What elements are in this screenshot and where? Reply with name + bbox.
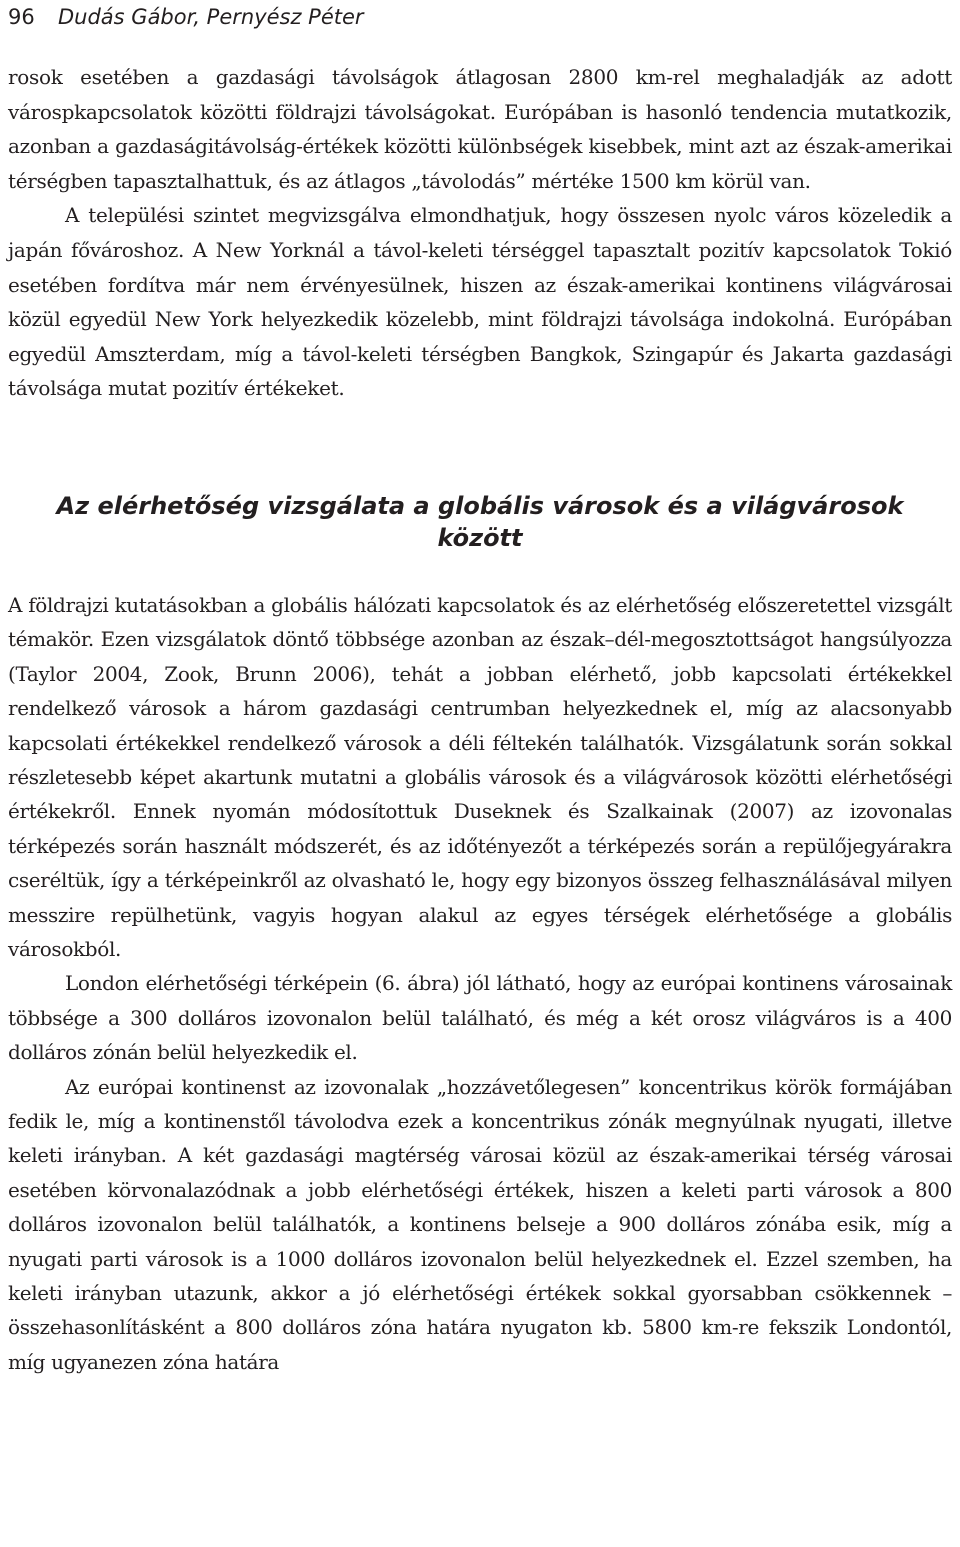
section-heading-line-1: Az elérhetőség vizsgálata a globális városok és a világvárosok [56,491,904,520]
paragraph-isolines: Az európai kontinenst az izovonalak „hozzávetőlegesen” koncentrikus körök formájában fedik le, míg a kontinenstől távolodva ezek a koncentrikus zónák megnyúlnak nyugati, illetve keleti irányban. A két gazdasági magtérség városai közül az észak-amerikai térség városai esetében körvonalazódnak a jobb elérhetőségi értékek, hiszen a keleti parti városok a 800 dolláros izovonalon belül találhatók, a kontinens belseje a 900 dolláros zónába esik, míg a nyugati parti városok is a 1000 dolláros izovonalon belül helyezkednek el. Ezzel szemben, ha keleti irányban utazunk, akkor a jó elérhetőségi értékek sokkal gyorsabban csökkennek – összehasonlításként a 800 dolláros zóna határa nyugaton kb. 5800 km-re fekszik Londontól, míg ugyanezen zóna határa [8,1074,952,1374]
running-header-authors: Dudás Gábor, Pernyész Péter [58,5,364,29]
page [8,0,952,1379]
paragraph-accessibility-intro: A földrajzi kutatásokban a globális hálózati kapcsolatok és az elérhetőség előszeretettel vizsgált témakör. Ezen vizsgálatok döntő többsége azonban az észak–dél-megosztottságot hangsúlyozza (Taylor 2004, Zook, Brunn 2006), tehát a jobban elérhető, jobb kapcsolati értékekkel rendelkező városok a három gazdasági centrumban helyezkednek el, míg az alacsonyabb kapcsolati értékekkel rendelkező városok a déli féltekén találhatók. Vizsgálatunk során sokkal részletesebb képet akartunk mutatni a globális városok és a világvárosok közötti elérhetőségi értékekről. Ennek nyomán módosítottuk Duseknek és Szalkainak (2007) az izovonalas térképezés során használt módszerét, és az időtényezőt a térképezés során a repülőjegyárakra cseréltük, így a térképeinkről az olvasható le, hogy egy bizonyos összeg felhasználásával milyen messzire repülhetünk, vagyis hogyan alakul az egyes térségek elérhetősége a globális városokból. [8,592,952,961]
paragraph-london-maps: London elérhetőségi térképein (6. ábra) jól látható, hogy az európai kontinens városainak többsége a 300 dolláros izovonalon belül található, és még a két orosz világváros is a 400 dolláros zónán belül helyezkedik el. [8,971,952,1065]
paragraph-continuation: rosok esetében a gazdasági távolságok átlagosan 2800 km-rel meghaladják az adott várospkapcsolatok közötti földrajzi távolságokat. Európában is hasonló tendencia mutatkozik, azonban a gazdaságitávolság-értékek közötti különbségek kisebbek, mint azt az észak-amerikai térségben tapasztalhattuk, és az átlagos „távolodás” mértéke 1500 km körül van. [8,65,952,193]
paragraph-city-level: A települési szintet megvizsgálva elmondhatjuk, hogy összesen nyolc város közeledik a japán fővároshoz. A New Yorknál a távol-keleti térséggel tapasztalt pozitív kapcsolatok Tokió esetében fordítva már nem érvényesülnek, hiszen az észak-amerikai kontinens világvárosai közül egyedül New York helyezkedik közelebb, mint földrajzi távolsága indokolná. Európában egyedül Amszterdam, míg a távol-keleti térségben Bangkok, Szingapúr és Jakarta gazdasági távolsága mutat pozitív értékeket. [8,203,952,401]
body-text-top [8,60,952,406]
section-heading-line-2: között [437,523,523,552]
body-text-bottom [8,588,952,1379]
page-number: 96 [8,5,35,29]
running-header [8,2,952,32]
section-heading [8,490,952,554]
